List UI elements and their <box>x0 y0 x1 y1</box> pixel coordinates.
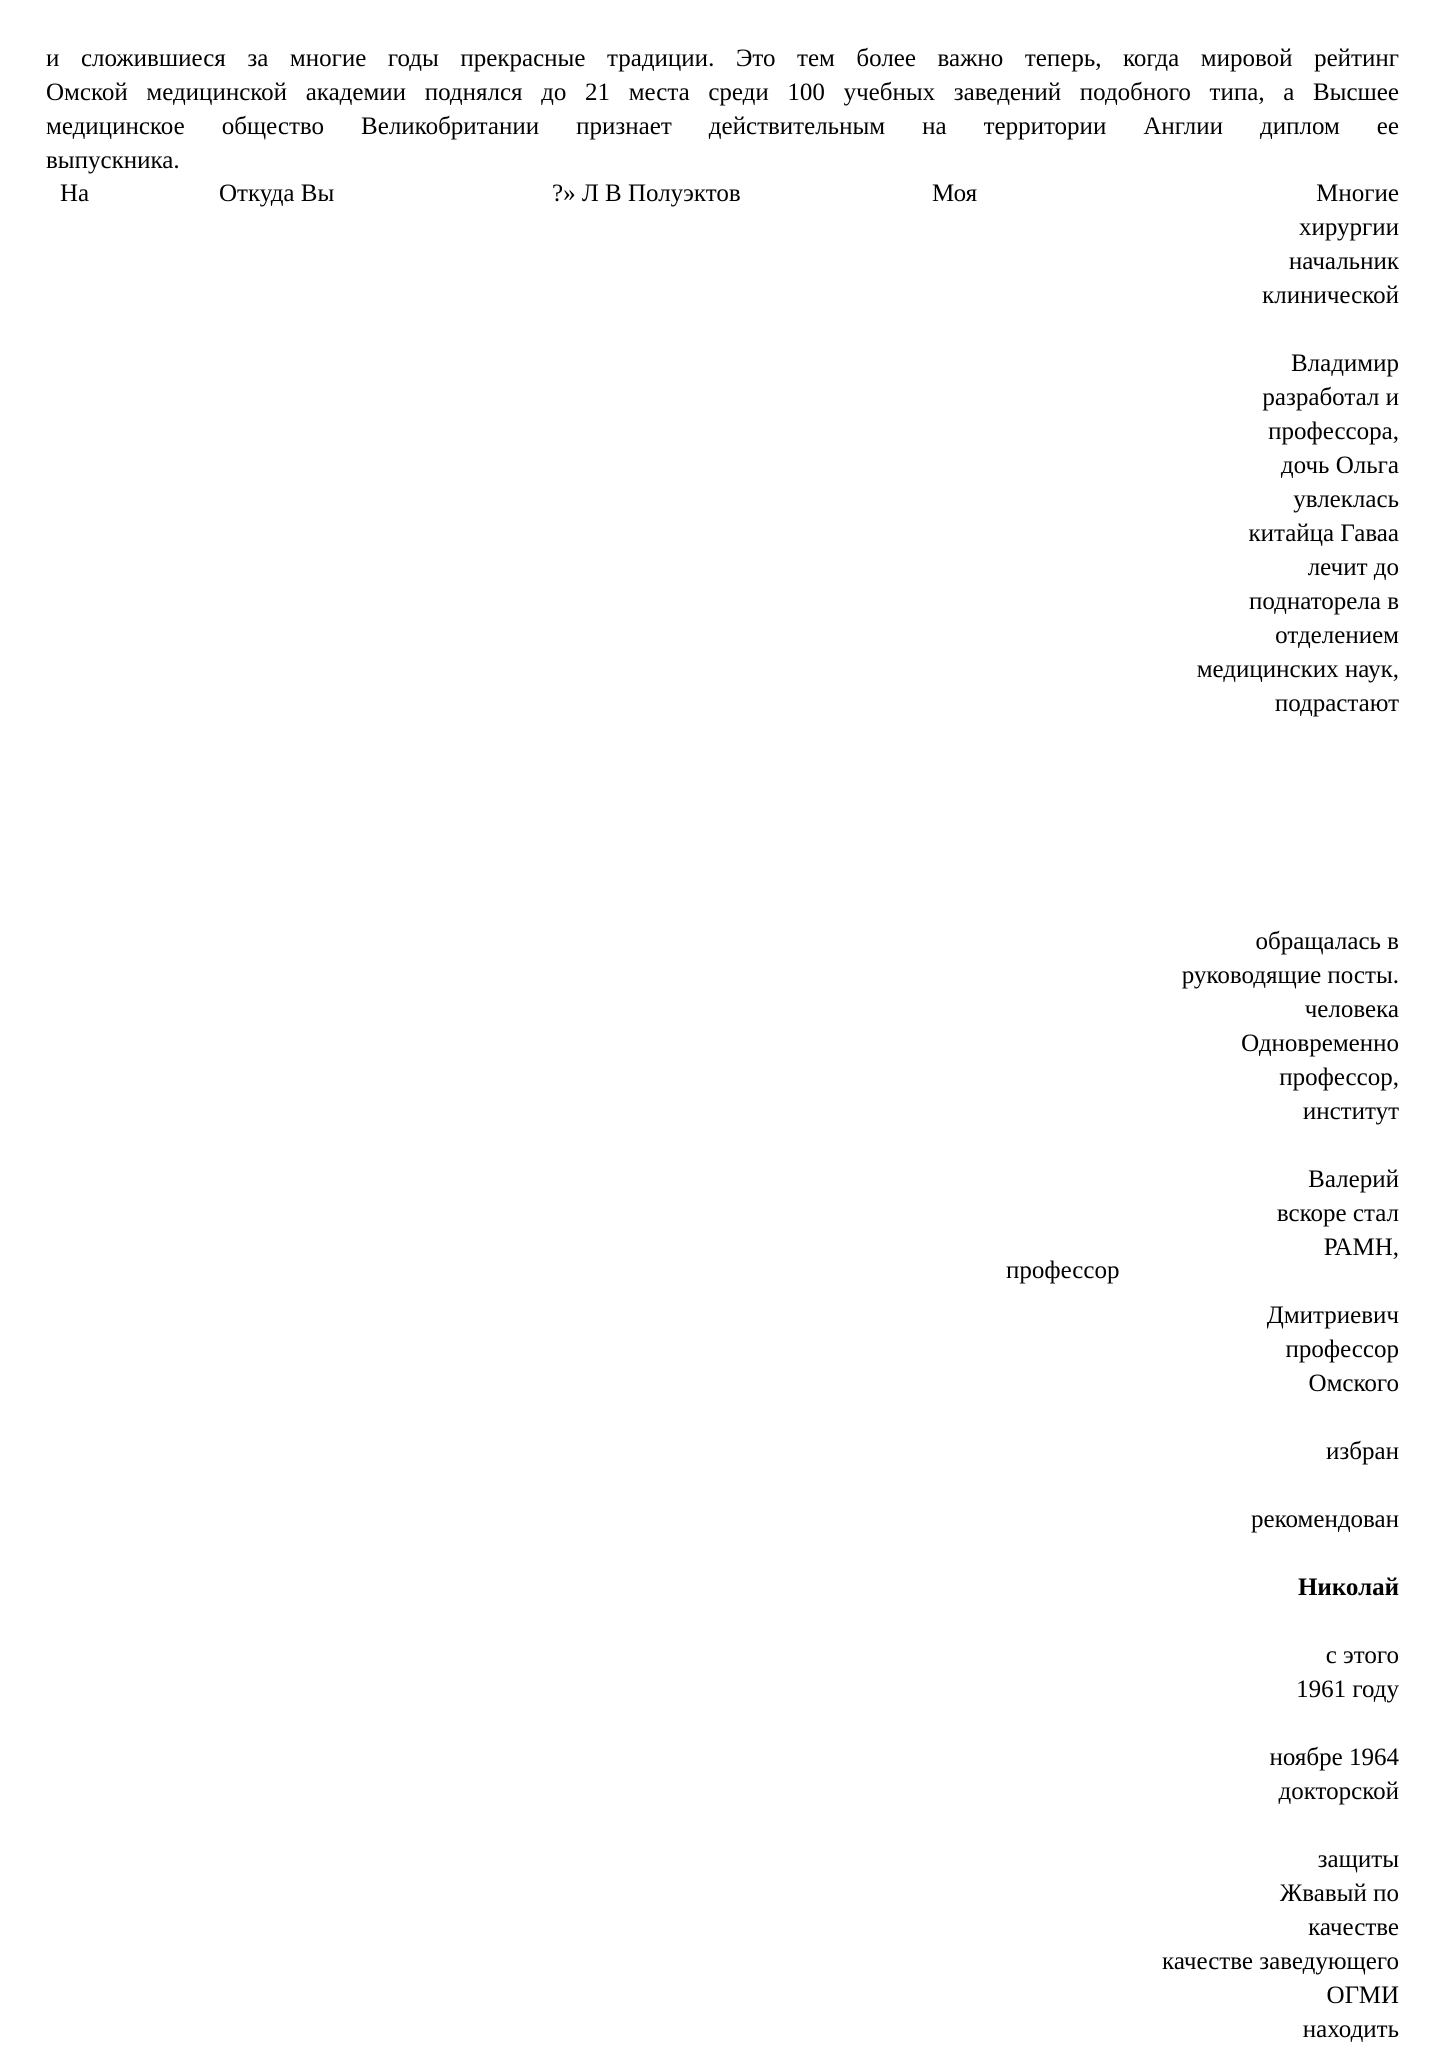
column-blank <box>979 1469 1399 1503</box>
column-line: РАМН, <box>1323 1234 1399 1261</box>
column-line: поднаторела в <box>1248 588 1399 615</box>
column-line: Одновременно <box>1241 1030 1399 1057</box>
intro-paragraph <box>46 42 1399 178</box>
column-line: профессор <box>1285 1336 1399 1363</box>
intro-line: Омской медицинской академии поднялся до 21 места среди 100 учебных заведений подобного типа, а Высшее <box>46 79 1399 106</box>
column-line: отделением <box>1275 622 1399 649</box>
side-column <box>979 177 1399 2047</box>
column-line: избран <box>1326 1438 1399 1465</box>
column-blank <box>979 1537 1399 1571</box>
column-line: руководящие посты. <box>1181 962 1399 989</box>
column-line: с этого <box>1325 1642 1399 1669</box>
header-fragment-1: На <box>60 180 90 207</box>
intro-line: и сложившиеся за многие годы прекрасные традиции. Это тем более важно теперь, когда мировой рейтинг <box>46 45 1399 72</box>
column-line: лечит до <box>1307 554 1399 581</box>
column-line: клинической <box>1262 282 1399 309</box>
column-line: качестве <box>1308 1914 1399 1941</box>
column-blank <box>979 1707 1399 1741</box>
column-line: разработал и <box>1262 384 1399 411</box>
intro-line: медицинское общество Великобритании признает действительным на территории Англии диплом ее <box>46 113 1399 140</box>
column-line: медицинских наук, <box>1196 656 1399 683</box>
column-line-bold: Николай <box>1297 1574 1399 1601</box>
column-blank <box>979 1605 1399 1639</box>
column-line: находить <box>1302 2016 1399 2043</box>
column-line: качестве заведующего <box>1162 1948 1399 1975</box>
column-blank <box>979 789 1399 823</box>
column-blank <box>979 1129 1399 1163</box>
column-line: дочь Ольга <box>1280 452 1399 479</box>
column-blank <box>979 891 1399 925</box>
column-blank <box>979 313 1399 347</box>
column-blank <box>979 857 1399 891</box>
column-line: начальник <box>1288 248 1399 275</box>
column-blank <box>979 1809 1399 1843</box>
column-line: защиты <box>1317 1846 1399 1873</box>
column-line: рекомендован <box>1251 1506 1399 1533</box>
column-blank <box>979 823 1399 857</box>
column-line: человека <box>1304 996 1399 1023</box>
column-blank <box>979 721 1399 755</box>
column-line: хирургии <box>1298 214 1399 241</box>
floating-word: профессор <box>1006 1257 1120 1284</box>
column-line: институт <box>1302 1098 1399 1125</box>
column-line: Омского <box>1308 1370 1399 1397</box>
column-line: ОГМИ <box>1326 1982 1399 2009</box>
column-line: увлеклась <box>1293 486 1399 513</box>
column-line: ноябре 1964 <box>1269 1744 1399 1771</box>
column-line: 1961 году <box>1296 1676 1399 1703</box>
column-line: вскоре стал <box>1276 1200 1399 1227</box>
column-blank <box>979 1401 1399 1435</box>
header-fragment-4: Моя <box>932 180 978 207</box>
column-line: Владимир <box>1290 350 1399 377</box>
column-line: подрастают <box>1274 690 1399 717</box>
column-line: профессора, <box>1268 418 1399 445</box>
column-line: докторской <box>1278 1778 1399 1805</box>
column-line: обращалась в <box>1255 928 1399 955</box>
column-blank <box>979 755 1399 789</box>
column-line: Валерий <box>1308 1166 1399 1193</box>
column-line: профессор, <box>1279 1064 1399 1091</box>
header-fragment-2: Откуда Вы <box>219 180 335 207</box>
header-fragment-3: ?» Л В Полуэктов <box>552 180 741 207</box>
column-line: китайца Гаваа <box>1248 520 1399 547</box>
intro-line: выпускника. <box>46 147 180 174</box>
column-line: Многие <box>1316 180 1399 207</box>
column-line: Жвавый по <box>1279 1880 1399 1907</box>
column-line: Дмитриевич <box>1266 1302 1399 1329</box>
